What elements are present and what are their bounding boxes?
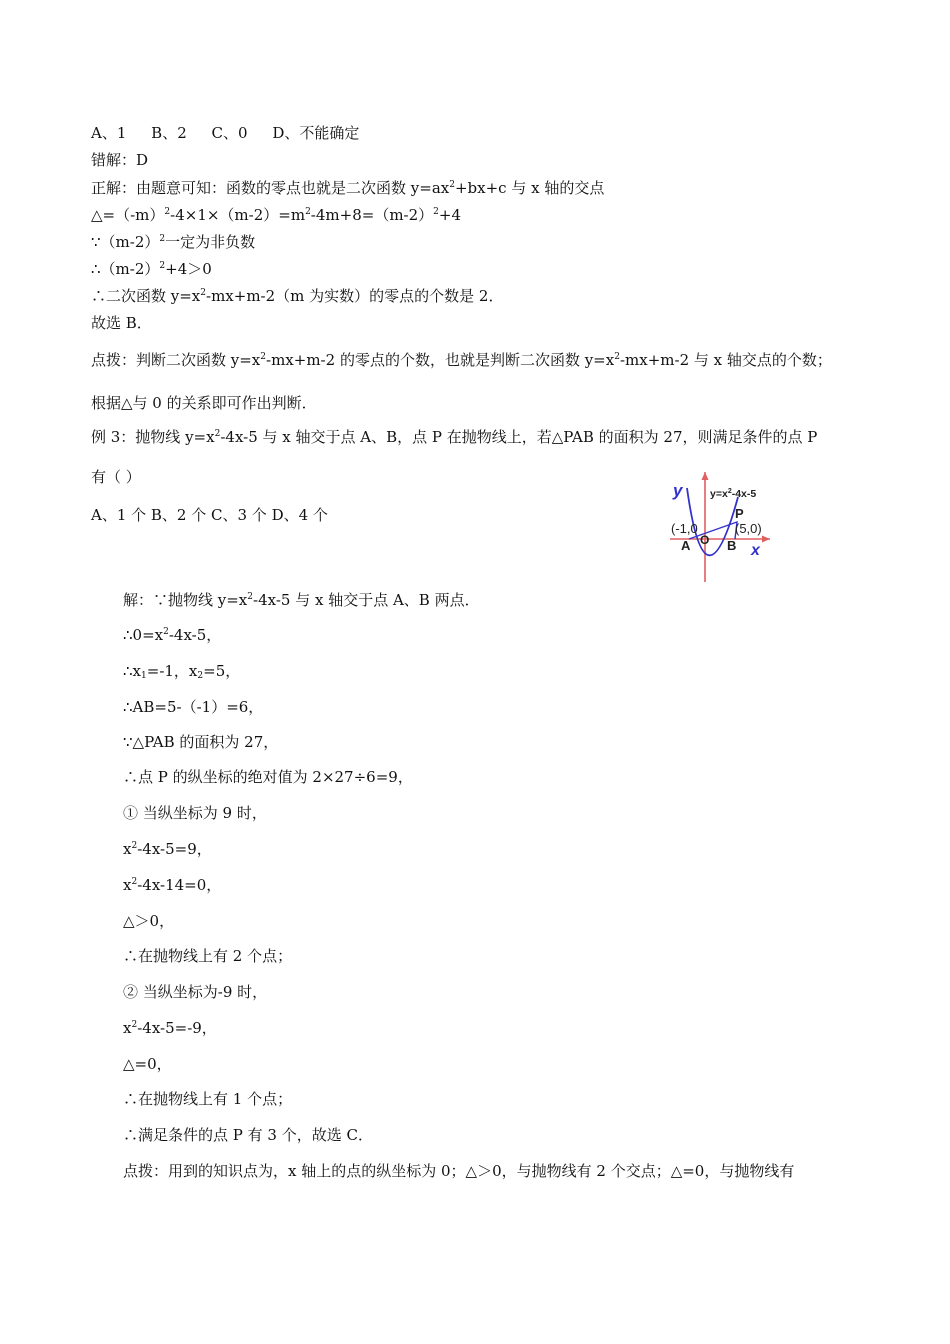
y-axis-label: y xyxy=(673,481,683,500)
solution-tip-line: 点拨：用到的知识点为，x 轴上的点的纵坐标为 0；△＞0，与抛物线有 2 个交点；△=0，与抛物线有 xyxy=(123,1162,795,1180)
option-c: C、0 xyxy=(211,124,248,142)
point-p-label: P xyxy=(735,506,744,521)
option-a: A、1 xyxy=(91,124,127,142)
solution-line-5: ∵△PAB 的面积为 27， xyxy=(123,733,279,751)
therefore-line-1: $\therefore(m-2)^2+4>0$ xyxy=(91,260,212,278)
solution-line-8: $x^2-4x-5=9$， xyxy=(123,840,212,858)
solution-line-11: ∴在抛物线上有 2 个点； xyxy=(123,947,293,965)
x-axis-arrow-icon xyxy=(762,536,770,543)
solution-line-13: $x^2-4x-5=-9$， xyxy=(123,1019,217,1037)
point-b-label: B xyxy=(727,538,737,553)
discriminant-line: $\triangle=(-m)^2-4\times 1\times(m-2)=m^2-4m+8=(m-2)^2+4$ xyxy=(91,206,462,224)
tip-line-2: 根据△与 0 的关系即可作出判断． xyxy=(91,394,317,412)
y-axis-arrow-icon xyxy=(702,472,709,480)
solution-line-3: $\therefore x_1=-1$，$x_2=5$， xyxy=(123,662,241,681)
origin-label: O xyxy=(700,533,710,547)
solution-line-16: ∴满足条件的点 P 有 3 个，故选 C． xyxy=(123,1126,373,1144)
solution-line-6: ∴点 P 的纵坐标的绝对值为 2×27÷6=9， xyxy=(123,768,413,786)
solution-line-15: ∴在抛物线上有 1 个点； xyxy=(123,1090,293,1108)
example3-options: A、1 个 B、2 个 C、3 个 D、4 个 xyxy=(91,506,328,524)
option-b: B、2 xyxy=(151,124,187,142)
therefore-line-2: ∴二次函数 $y=x^2-mx+m-2(m$ 为实数）的零点的个数是 2． xyxy=(91,287,504,305)
options-line-1 xyxy=(91,123,359,143)
left-intercept-label: (-1,0 xyxy=(671,521,698,536)
tip-line-1: 点拨：判断二次函数 $y=x^2-mx+m-2$ 的零点的个数，也就是判断二次函数 $y=x^2-mx+m-2$ 与 x 轴交点的个数； xyxy=(91,351,832,369)
solution-line-12: ② 当纵坐标为-9 时， xyxy=(123,983,268,1001)
example3-question: 例 3：抛物线 $y=x^2-4x-5$ 与 x 轴交于点 A、B，点 P 在抛物线上，若△PAB 的面积为 27，则满足条件的点 P xyxy=(91,428,818,446)
solution-line-7: ① 当纵坐标为 9 时， xyxy=(123,804,267,822)
point-a-label: A xyxy=(681,538,691,553)
solution-line-4: ∴AB=5-（-1）=6， xyxy=(123,698,264,716)
solution-line-10: △＞0， xyxy=(123,912,175,930)
parabola-figure xyxy=(665,470,770,582)
correct-answer-line: 正解：由题意可知：函数的零点也就是二次函数 $y=ax^2+bx+c$ 与 x 轴的交点 xyxy=(91,179,605,197)
example3-question-2: 有（ ） xyxy=(91,468,141,486)
option-d: D、不能确定 xyxy=(272,124,360,142)
equation-label: $y=x^2-4x-5$ xyxy=(710,488,757,500)
solution-line-14: △=0， xyxy=(123,1055,172,1073)
because-line: $\because(m-2)^2$一定为非负数 xyxy=(91,233,256,251)
wrong-answer: 错解：D xyxy=(91,151,149,169)
solution-line-1: 解：∵抛物线 $y=x^2-4x-5$ 与 x 轴交于点 A、B 两点． xyxy=(123,591,480,609)
x-axis-label: x xyxy=(751,542,760,559)
solution-line-9: $x^2-4x-14=0$， xyxy=(123,876,222,894)
solution-line-2: $\therefore 0=x^2-4x-5$， xyxy=(123,626,222,644)
right-intercept-label: (5,0) xyxy=(735,521,762,536)
choose-line: 故选 B． xyxy=(91,314,152,332)
